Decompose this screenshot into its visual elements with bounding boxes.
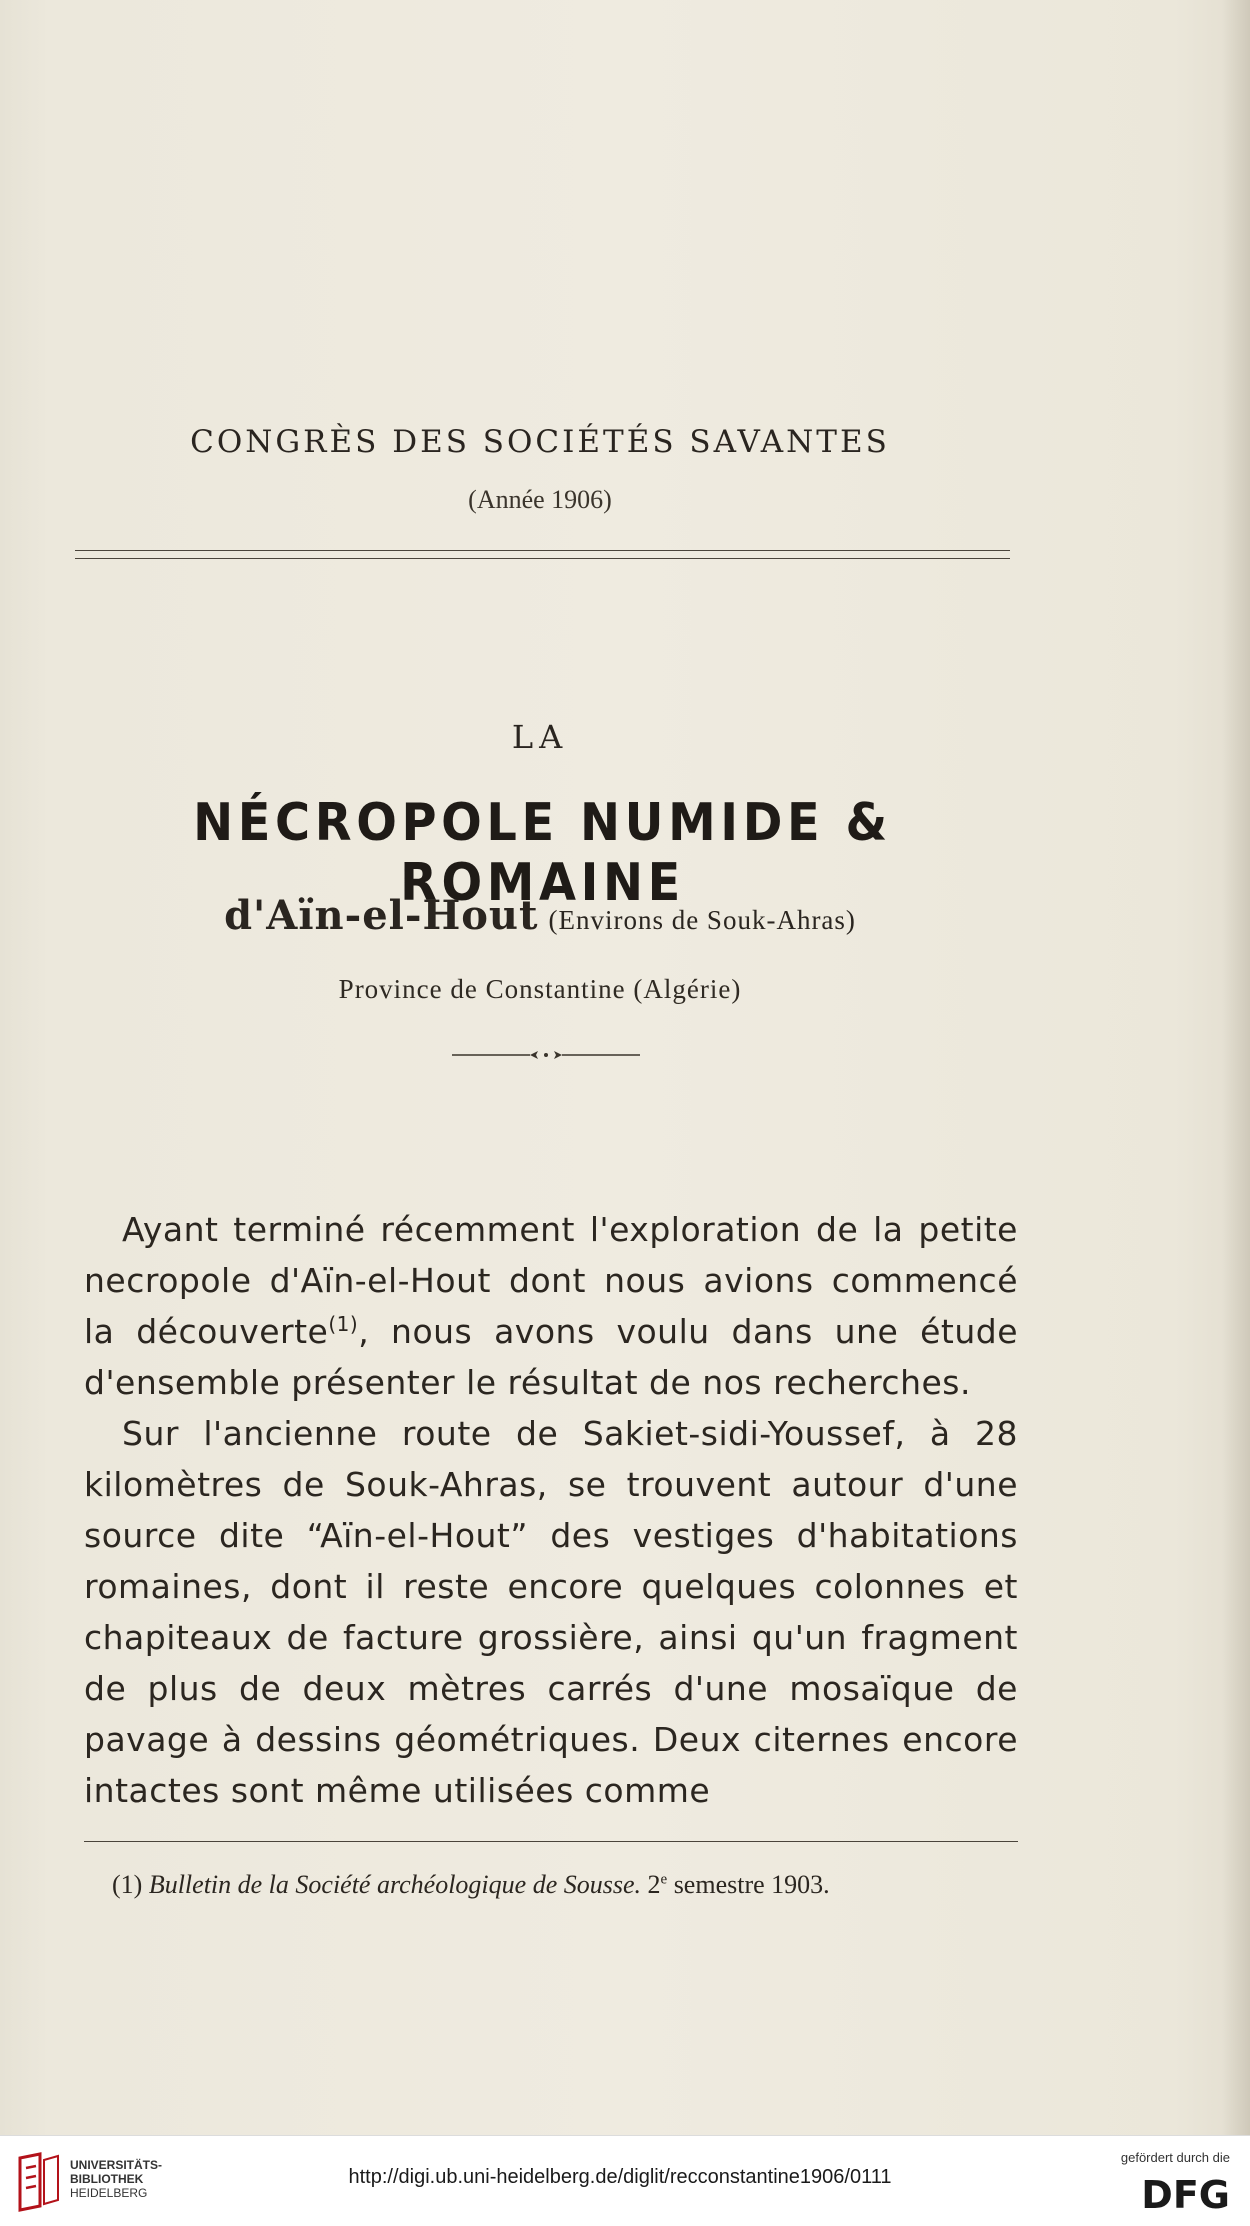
footnote-rule	[84, 1841, 1018, 1842]
library-line-2: BIBLIOTHEK	[70, 2172, 144, 2186]
year-subheading: (Année 1906)	[468, 485, 612, 514]
dfg-logo-icon[interactable]	[1110, 2174, 1230, 2214]
page-url-link[interactable]: http://digi.ub.uni-heidelberg.de/diglit/recconstantine1906/0111	[348, 2166, 892, 2188]
province-line: Province de Constantine (Algérie)	[338, 974, 742, 1004]
paragraph-2: Sur l'ancienne route de Sakiet-sidi-Youssef, à 28 kilomètres de Souk-Ahras, se trouvent autour d'une source dite “Aïn-el-Hout” des vestiges d'habitations romaines, dont il reste encore quelques colonnes et chapiteaux de facture grossière, ainsi qu'un fragment de plus de deux mètres carrés d'une mosaïque de pavage à dessins géométriques. Deux citernes encore intactes sont même utilisées comme	[84, 1414, 1018, 1810]
paragraph-1	[84, 1204, 1018, 1408]
footnote-ordinal: 2	[647, 1870, 661, 1899]
main-title: NÉCROPOLE NUMIDE & ROMAINE	[193, 793, 892, 913]
university-library-logo-icon[interactable]	[14, 2150, 64, 2212]
subtitle	[80, 892, 1000, 939]
body-text	[84, 1204, 1018, 1816]
footnote-number: (1)	[112, 1870, 143, 1899]
paragraph-1-part-2: , nous avons voulu dans une étude d'ensemble présenter le résultat de nos recherches.	[84, 1312, 1018, 1402]
library-line-3: HEIDELBERG	[70, 2186, 148, 2200]
congress-heading: CONGRÈS DES SOCIÉTÉS SAVANTES	[190, 424, 890, 460]
university-library-name	[70, 2158, 162, 2200]
subtitle-place: d'Aïn-el-Hout	[224, 892, 539, 939]
subtitle-environs: (Environs de Souk-Ahras)	[548, 905, 856, 935]
footnote	[112, 1870, 1022, 1900]
dfg-logo-text: DFG	[1141, 2174, 1230, 2214]
footnote-source: Bulletin de la Société archéologique de Sousse.	[148, 1870, 642, 1899]
paragraph-1-part-1: Ayant terminé récemment l'exploration de la petite necropole d'Aïn-el-Hout dont nous avions commencé la découverte	[84, 1210, 1018, 1351]
viewer-footer	[0, 2135, 1250, 2226]
funding-caption: gefördert durch die	[1120, 2150, 1230, 2165]
ornament-divider-icon	[452, 1048, 640, 1062]
double-rule-divider	[75, 550, 1010, 559]
title-article: LA	[511, 718, 569, 756]
footnote-ordinal-suffix: e	[660, 1871, 668, 1888]
library-line-1: UNIVERSITÄTS-	[70, 2158, 163, 2172]
footnote-rest: semestre 1903.	[673, 1870, 830, 1899]
footnote-reference: (1)	[328, 1312, 359, 1336]
